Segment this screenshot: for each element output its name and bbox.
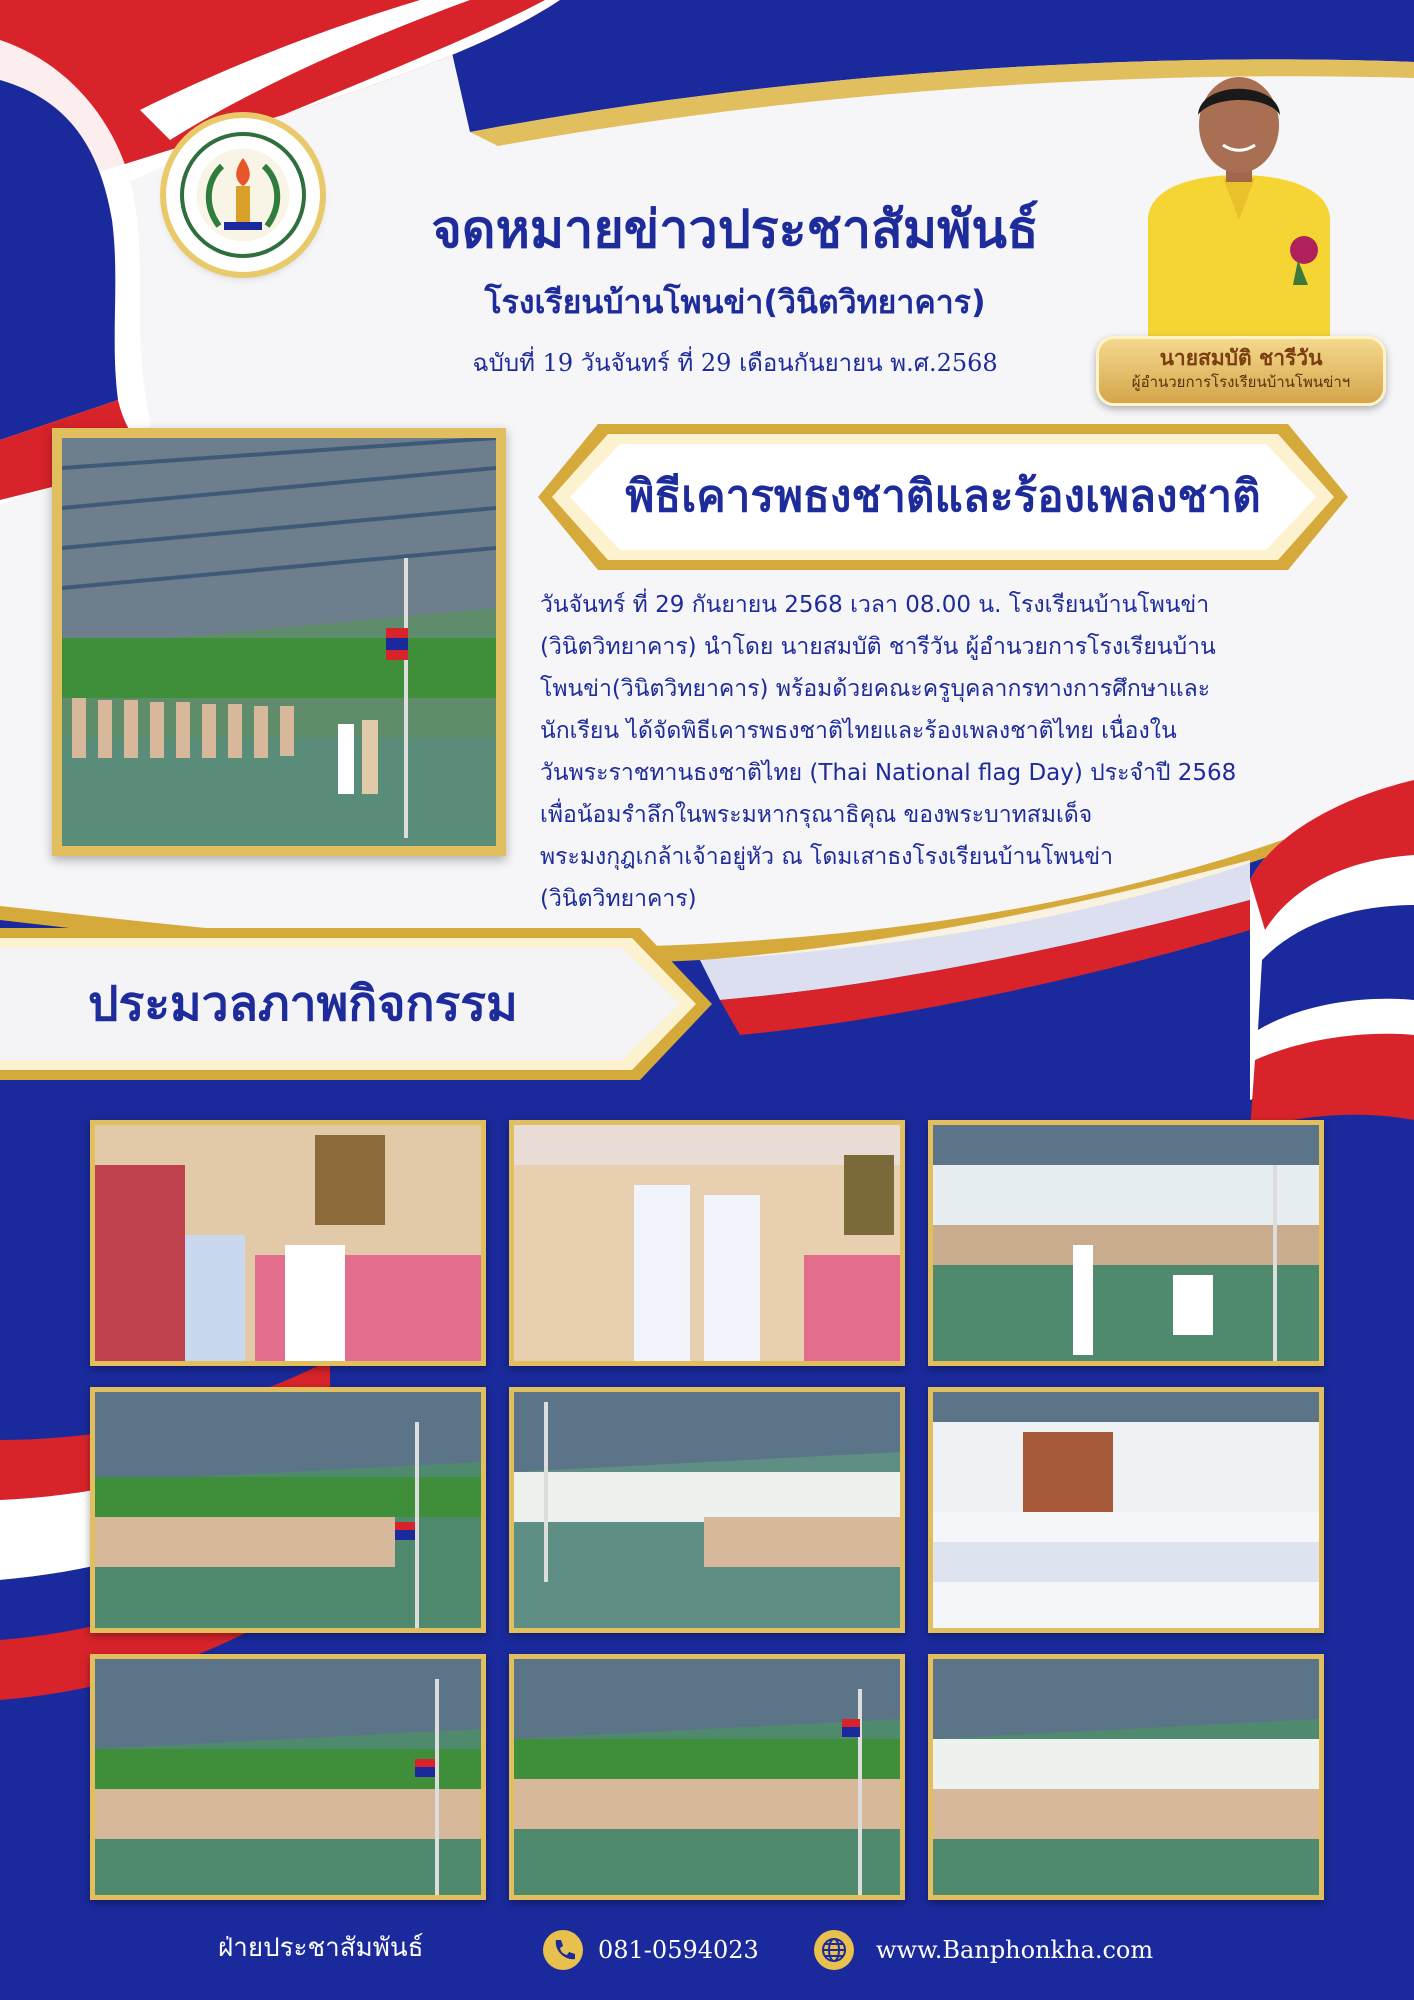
gallery-photo xyxy=(90,1387,486,1633)
article-body xyxy=(540,584,1340,920)
main-activity-photo xyxy=(52,428,506,856)
gallery-photo xyxy=(509,1387,905,1633)
director-position: ผู้อำนวยการโรงเรียนบ้านโพนข่าฯ xyxy=(1131,373,1351,391)
article-line: พระมงกุฎเกล้าเจ้าอยู่หัว ณ โดมเสาธงโรงเรียนบ้านโพนข่า xyxy=(540,844,1114,870)
school-name: โรงเรียนบ้านโพนข่า(วินิตวิทยาคาร) xyxy=(484,283,986,321)
article-line: วันจันทร์ ที่ 29 กันยายน 2568 เวลา 08.00 น. โรงเรียนบ้านโพนข่า xyxy=(540,592,1210,618)
phone-icon xyxy=(543,1930,583,1970)
footer-website[interactable]: www.Banphonkha.com xyxy=(876,1936,1154,1964)
article-line: นักเรียน ได้จัดพิธีเคารพธงชาติไทยและร้องเพลงชาติไทย เนื่องใน xyxy=(540,718,1177,744)
gallery-photo xyxy=(509,1120,905,1366)
newsletter-title: จดหมายข่าวประชาสัมพันธ์ xyxy=(431,200,1039,260)
globe-icon xyxy=(814,1930,854,1970)
article-line: โพนข่า(วินิตวิทยาคาร) พร้อมด้วยคณะครูบุคลากรทางการศึกษาและ xyxy=(540,676,1211,702)
gallery-photo xyxy=(90,1120,486,1366)
issue-line: ฉบับที่ 19 วันจันทร์ ที่ 29 เดือนกันยายน พ.ศ.2568 xyxy=(472,349,998,377)
footer-department: ฝ่ายประชาสัมพันธ์ xyxy=(218,1933,424,1963)
school-logo xyxy=(166,118,320,272)
director-photo xyxy=(1128,70,1350,350)
gallery-heading: ประมวลภาพกิจกรรม xyxy=(88,976,518,1032)
gallery-photo xyxy=(509,1654,905,1900)
article-line: วันพระราชทานธงชาติไทย (Thai National flag Day) ประจำปี 2568 xyxy=(540,760,1237,786)
director-nameplate xyxy=(1096,336,1386,406)
article-line: (วินิตวิทยาคาร) นำโดย นายสมบัติ ชารีวัน ผู้อำนวยการโรงเรียนบ้าน xyxy=(540,634,1216,660)
article-line: (วินิตวิทยาคาร) xyxy=(540,886,697,912)
gallery-photo xyxy=(90,1654,486,1900)
director-name: นายสมบัติ ชารีวัน xyxy=(1159,346,1323,370)
gallery-photo xyxy=(928,1120,1324,1366)
article-heading: พิธีเคารพธงชาติและร้องเพลงชาติ xyxy=(625,471,1261,522)
article-line: เพื่อน้อมรำลึกในพระมหากรุณาธิคุณ ของพระบาทสมเด็จ xyxy=(540,802,1093,828)
gallery-photo xyxy=(928,1654,1324,1900)
footer-phone: 081-0594023 xyxy=(598,1936,759,1964)
gallery-photo xyxy=(928,1387,1324,1633)
